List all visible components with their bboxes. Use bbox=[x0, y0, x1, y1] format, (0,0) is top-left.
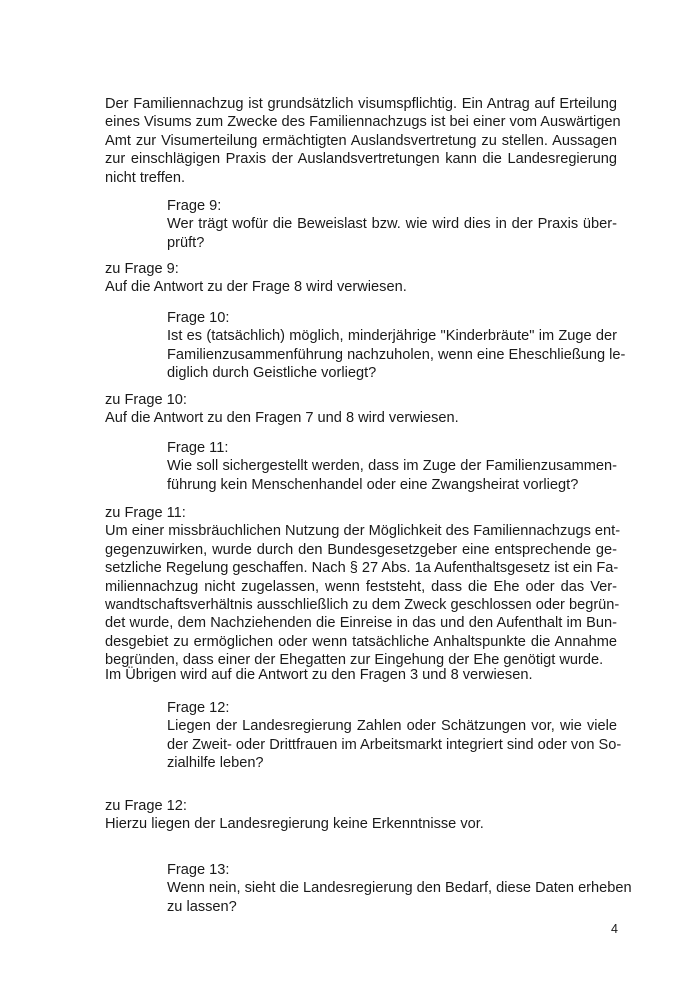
answer-label: zu Frage 9: bbox=[105, 261, 179, 277]
question-line: Familienzusammenführung nachzuholen, wenn eine Eheschließung le- bbox=[167, 346, 626, 363]
question-line: Wer trägt wofür die Beweislast bzw. wie wird dies in der Praxis über- bbox=[167, 216, 617, 233]
question-line: der Zweit- oder Drittfrauen im Arbeitsmarkt integriert sind oder von So- bbox=[167, 736, 622, 753]
answer-label: zu Frage 12: bbox=[105, 798, 187, 814]
question-line: Wie soll sichergestellt werden, dass im Zuge der Familienzusammen- bbox=[167, 458, 617, 475]
answer-line: desgebiet zu ermöglichen oder wenn tatsächliche Anhaltspunkte die Annahme bbox=[105, 633, 617, 650]
question-line: diglich durch Geistliche vorliegt? bbox=[167, 365, 377, 382]
answer-line: Auf die Antwort zu den Fragen 7 und 8 wird verwiesen. bbox=[105, 410, 459, 427]
question-9 bbox=[167, 197, 617, 252]
intro-paragraph bbox=[105, 95, 621, 187]
answer-label: zu Frage 10: bbox=[105, 392, 187, 408]
answer-line: det wurde, dem Nachziehenden die Einreise in das und den Aufenthalt im Bun- bbox=[105, 615, 617, 632]
question-label: Frage 11: bbox=[167, 440, 229, 456]
answer-9 bbox=[105, 260, 617, 297]
answer-line: Auf die Antwort zu der Frage 8 wird verwiesen. bbox=[105, 279, 407, 296]
answer-label: zu Frage 11: bbox=[105, 505, 186, 521]
answer-12 bbox=[105, 797, 617, 834]
question-line: Liegen der Landesregierung Zahlen oder Schätzungen vor, wie viele bbox=[167, 718, 617, 735]
question-line: prüft? bbox=[167, 234, 205, 251]
question-line: Wenn nein, sieht die Landesregierung den Bedarf, diese Daten erheben bbox=[167, 880, 632, 897]
question-line: Ist es (tatsächlich) möglich, minderjährige "Kinderbräute" im Zuge der bbox=[167, 328, 617, 345]
page-number: 4 bbox=[611, 922, 618, 936]
text-line: eines Visums zum Zwecke des Familiennachzugs ist bei einer vom Auswärtigen bbox=[105, 114, 621, 131]
question-label: Frage 13: bbox=[167, 862, 230, 878]
question-12 bbox=[167, 699, 622, 773]
text-line: Der Familiennachzug ist grundsätzlich visumspflichtig. Ein Antrag auf Erteilung bbox=[105, 96, 617, 112]
question-label: Frage 12: bbox=[167, 700, 230, 716]
answer-line: gegenzuwirken, wurde durch den Bundesgesetzgeber eine entsprechende ge- bbox=[105, 541, 617, 558]
answer-11 bbox=[105, 504, 621, 670]
text-line: Amt zur Visumerteilung ermächtigten Auslandsvertretung zu stellen. Aussagen bbox=[105, 132, 617, 149]
text-line: zur einschlägigen Praxis der Auslandsvertretungen kann die Landesregierung bbox=[105, 151, 617, 168]
answer-10 bbox=[105, 391, 617, 428]
answer-line: miliennachzug nicht zugelassen, wenn feststeht, dass die Ehe oder das Ver- bbox=[105, 578, 617, 595]
question-line: zialhilfe leben? bbox=[167, 755, 264, 772]
text-line: nicht treffen. bbox=[105, 169, 186, 186]
question-line: führung kein Menschenhandel oder eine Zwangsheirat vorliegt? bbox=[167, 476, 579, 493]
question-13 bbox=[167, 861, 632, 916]
question-label: Frage 10: bbox=[167, 310, 230, 326]
answer-line: Um einer missbräuchlichen Nutzung der Möglichkeit des Familiennachzugs ent- bbox=[105, 523, 621, 540]
question-11 bbox=[167, 439, 617, 494]
answer-line: wandtschaftsverhältnis ausschließlich zu dem Zweck geschlossen oder begrün- bbox=[105, 597, 620, 614]
answer-line: Hierzu liegen der Landesregierung keine Erkenntnisse vor. bbox=[105, 816, 484, 833]
question-10 bbox=[167, 309, 626, 383]
question-label: Frage 9: bbox=[167, 198, 222, 214]
question-line: zu lassen? bbox=[167, 898, 237, 915]
answer-line: Im Übrigen wird auf die Antwort zu den Fragen 3 und 8 verwiesen. bbox=[105, 667, 533, 683]
answer-line: setzliche Regelung geschaffen. Nach § 27 Abs. 1a Aufenthaltsgesetz ist ein Fa- bbox=[105, 560, 619, 577]
answer-11-extra bbox=[105, 666, 617, 684]
answer-line: begründen, dass einer der Ehegatten zur Eingehung der Ehe genötigt wurde. bbox=[105, 652, 604, 669]
